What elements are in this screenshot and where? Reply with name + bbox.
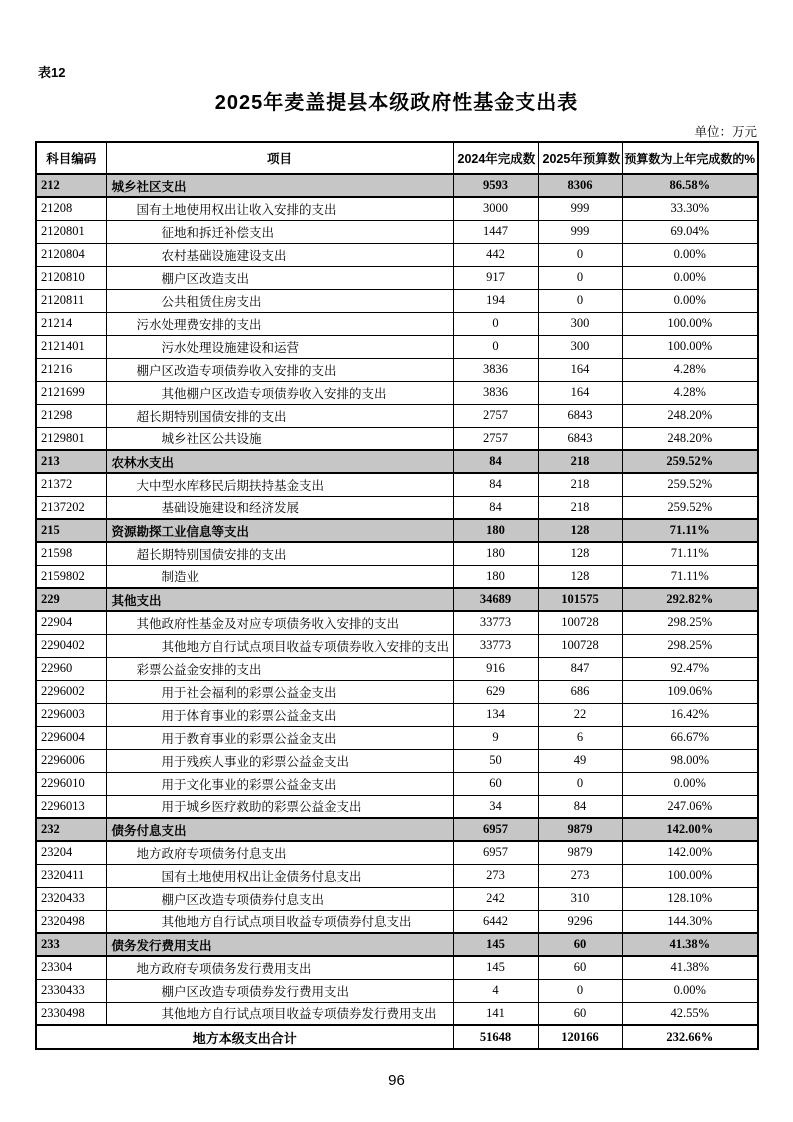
item-cell: 地方政府专项债务付息支出 [106,841,453,864]
percent-cell: 100.00% [622,335,758,358]
value-2025-cell: 0 [538,772,622,795]
item-cell: 其他棚户区改造专项债券收入安排的支出 [106,381,453,404]
table-row [36,795,758,818]
percent-cell: 33.30% [622,197,758,220]
code-cell: 21216 [36,358,106,381]
item-cell: 其他地方自行试点项目收益专项债券付息支出 [106,910,453,933]
value-2024-cell: 50 [453,749,538,772]
percent-cell: 0.00% [622,772,758,795]
value-2024-cell: 3836 [453,358,538,381]
value-2025-cell: 128 [538,542,622,565]
value-2025-cell: 60 [538,1002,622,1025]
value-2025-cell: 128 [538,519,622,542]
percent-cell: 41.38% [622,956,758,979]
table-row [36,565,758,588]
value-2024-cell: 4 [453,979,538,1002]
item-cell: 农村基础设施建设支出 [106,243,453,266]
code-cell: 2296002 [36,680,106,703]
percent-cell: 259.52% [622,450,758,473]
value-2025-cell: 999 [538,220,622,243]
item-cell: 彩票公益金安排的支出 [106,657,453,680]
table-row [36,703,758,726]
code-cell: 22904 [36,611,106,634]
table-row [36,381,758,404]
percent-cell: 109.06% [622,680,758,703]
code-cell: 2120810 [36,266,106,289]
value-2024-cell: 145 [453,956,538,979]
value-2024-cell: 194 [453,289,538,312]
code-cell: 23204 [36,841,106,864]
percent-cell: 144.30% [622,910,758,933]
page-title: 2025年麦盖提县本级政府性基金支出表 [214,92,579,114]
item-cell: 用于残疾人事业的彩票公益金支出 [106,749,453,772]
item-cell: 用于城乡医疗救助的彩票公益金支出 [106,795,453,818]
value-2024-cell: 0 [453,312,538,335]
code-cell: 2120811 [36,289,106,312]
value-2024-cell: 9 [453,726,538,749]
value-2024-cell: 6957 [453,818,538,841]
table-row [36,473,758,496]
value-2025-cell: 60 [538,956,622,979]
item-cell: 地方政府专项债务发行费用支出 [106,956,453,979]
table-row [36,358,758,381]
value-2024-cell: 1447 [453,220,538,243]
value-2025-cell: 218 [538,473,622,496]
value-2025-cell: 9879 [538,818,622,841]
percent-cell: 298.25% [622,634,758,657]
value-2024-cell: 442 [453,243,538,266]
item-cell: 超长期特别国债安排的支出 [106,404,453,427]
value-2024-cell: 242 [453,887,538,910]
percent-cell: 71.11% [622,519,758,542]
value-2024-cell: 33773 [453,634,538,657]
item-cell: 公共租赁住房支出 [106,289,453,312]
percent-cell: 259.52% [622,473,758,496]
item-cell: 棚户区改造专项债券收入安排的支出 [106,358,453,381]
table-row [36,772,758,795]
value-2024-cell: 180 [453,565,538,588]
page-number: 96 [388,1072,405,1089]
header-row [36,142,758,174]
table-row [36,335,758,358]
code-cell: 2121401 [36,335,106,358]
section-row [36,933,758,956]
value-2025-cell: 101575 [538,588,622,611]
value-2024-cell: 6957 [453,841,538,864]
value-2025-cell: 218 [538,450,622,473]
percent-cell: 71.11% [622,565,758,588]
table-row [36,220,758,243]
code-cell: 2129801 [36,427,106,450]
value-2025-cell: 218 [538,496,622,519]
code-cell: 2120801 [36,220,106,243]
percent-cell: 0.00% [622,289,758,312]
value-2024-cell: 34689 [453,588,538,611]
value-2025-cell: 84 [538,795,622,818]
value-2024-cell: 916 [453,657,538,680]
item-cell: 城乡社区公共设施 [106,427,453,450]
value-2025-cell: 0 [538,979,622,1002]
table-row [36,680,758,703]
value-2025-cell: 300 [538,335,622,358]
item-cell: 城乡社区支出 [106,174,453,197]
item-cell: 大中型水库移民后期扶持基金支出 [106,473,453,496]
percent-cell: 0.00% [622,243,758,266]
percent-cell: 128.10% [622,887,758,910]
value-2024-cell: 84 [453,496,538,519]
item-cell: 基础设施建设和经济发展 [106,496,453,519]
value-2024-cell: 84 [453,450,538,473]
value-2025-cell: 999 [538,197,622,220]
code-cell: 22960 [36,657,106,680]
value-2025-cell: 6843 [538,404,622,427]
fund-expenditure-table [35,141,759,1050]
percent-cell: 142.00% [622,841,758,864]
value-2024-cell: 2757 [453,427,538,450]
code-cell: 23304 [36,956,106,979]
column-header-percent: 预算数为上年完成数的% [622,142,758,174]
item-cell: 用于体育事业的彩票公益金支出 [106,703,453,726]
percent-cell: 298.25% [622,611,758,634]
code-cell: 2330498 [36,1002,106,1025]
item-cell: 污水处理设施建设和运营 [106,335,453,358]
item-cell: 其他地方自行试点项目收益专项债券收入安排的支出 [106,634,453,657]
percent-cell: 16.42% [622,703,758,726]
value-2024-cell: 33773 [453,611,538,634]
table-row [36,910,758,933]
code-cell: 229 [36,588,106,611]
table-row [36,289,758,312]
percent-cell: 248.20% [622,404,758,427]
item-cell: 污水处理费安排的支出 [106,312,453,335]
column-header-code: 科目编码 [36,142,106,174]
item-cell: 制造业 [106,565,453,588]
value-2024-cell: 134 [453,703,538,726]
value-2025-cell: 0 [538,289,622,312]
percent-cell: 248.20% [622,427,758,450]
code-cell: 2296013 [36,795,106,818]
value-2024-cell: 6442 [453,910,538,933]
percent-cell: 41.38% [622,933,758,956]
table-row [36,611,758,634]
code-cell: 21372 [36,473,106,496]
value-2025-cell: 22 [538,703,622,726]
percent-cell: 0.00% [622,979,758,1002]
value-2024-cell: 84 [453,473,538,496]
code-cell: 213 [36,450,106,473]
table-row [36,749,758,772]
percent-cell: 100.00% [622,864,758,887]
code-cell: 21598 [36,542,106,565]
item-cell: 超长期特别国债安排的支出 [106,542,453,565]
column-header-2025: 2025年预算数 [538,142,622,174]
total-row [36,1025,758,1049]
table-row [36,427,758,450]
item-cell: 征地和拆迁补偿支出 [106,220,453,243]
code-cell: 21208 [36,197,106,220]
item-cell: 棚户区改造专项债券付息支出 [106,887,453,910]
table-row [36,634,758,657]
value-2025-cell: 8306 [538,174,622,197]
code-cell: 2330433 [36,979,106,1002]
item-cell: 债务付息支出 [106,818,453,841]
section-row [36,588,758,611]
percent-cell: 0.00% [622,266,758,289]
item-cell: 国有土地使用权出让收入安排的支出 [106,197,453,220]
table-row [36,1002,758,1025]
value-2024-cell: 60 [453,772,538,795]
code-cell: 212 [36,174,106,197]
unit-label: 单位：万元 [694,125,757,139]
value-2024-cell: 180 [453,542,538,565]
code-cell: 232 [36,818,106,841]
table-tag: 表12 [38,65,66,80]
code-cell: 233 [36,933,106,956]
total-2024-cell: 51648 [453,1025,538,1049]
code-cell: 2320498 [36,910,106,933]
item-cell: 资源勘探工业信息等支出 [106,519,453,542]
table-row [36,404,758,427]
code-cell: 2320411 [36,864,106,887]
item-cell: 农林水支出 [106,450,453,473]
item-cell: 棚户区改造专项债券发行费用支出 [106,979,453,1002]
value-2025-cell: 128 [538,565,622,588]
column-header-2024: 2024年完成数 [453,142,538,174]
value-2024-cell: 145 [453,933,538,956]
total-percent-cell: 232.66% [622,1025,758,1049]
value-2025-cell: 273 [538,864,622,887]
code-cell: 2159802 [36,565,106,588]
table-body [36,174,758,1049]
value-2024-cell: 2757 [453,404,538,427]
item-cell: 用于教育事业的彩票公益金支出 [106,726,453,749]
value-2025-cell: 49 [538,749,622,772]
value-2025-cell: 0 [538,266,622,289]
percent-cell: 92.47% [622,657,758,680]
table-header [36,142,758,174]
table-row [36,887,758,910]
value-2025-cell: 6843 [538,427,622,450]
section-row [36,519,758,542]
code-cell: 21214 [36,312,106,335]
value-2025-cell: 310 [538,887,622,910]
table-row [36,243,758,266]
table-row [36,657,758,680]
percent-cell: 86.58% [622,174,758,197]
total-2025-cell: 120166 [538,1025,622,1049]
code-cell: 2296004 [36,726,106,749]
value-2025-cell: 100728 [538,611,622,634]
value-2025-cell: 300 [538,312,622,335]
item-cell: 其他地方自行试点项目收益专项债券发行费用支出 [106,1002,453,1025]
table-row [36,542,758,565]
percent-cell: 4.28% [622,358,758,381]
item-cell: 国有土地使用权出让金债务付息支出 [106,864,453,887]
code-cell: 2320433 [36,887,106,910]
value-2025-cell: 9296 [538,910,622,933]
code-cell: 2120804 [36,243,106,266]
code-cell: 2121699 [36,381,106,404]
value-2024-cell: 9593 [453,174,538,197]
item-cell: 用于社会福利的彩票公益金支出 [106,680,453,703]
item-cell: 棚户区改造支出 [106,266,453,289]
item-cell: 其他支出 [106,588,453,611]
table-row [36,956,758,979]
table-row [36,312,758,335]
percent-cell: 259.52% [622,496,758,519]
table-row [36,864,758,887]
table-row [36,841,758,864]
value-2025-cell: 60 [538,933,622,956]
value-2025-cell: 164 [538,381,622,404]
percent-cell: 142.00% [622,818,758,841]
value-2025-cell: 6 [538,726,622,749]
percent-cell: 100.00% [622,312,758,335]
percent-cell: 247.06% [622,795,758,818]
code-cell: 2296006 [36,749,106,772]
item-cell: 债务发行费用支出 [106,933,453,956]
percent-cell: 42.55% [622,1002,758,1025]
value-2025-cell: 847 [538,657,622,680]
percent-cell: 71.11% [622,542,758,565]
code-cell: 2137202 [36,496,106,519]
percent-cell: 4.28% [622,381,758,404]
percent-cell: 98.00% [622,749,758,772]
table-row [36,496,758,519]
value-2024-cell: 34 [453,795,538,818]
value-2024-cell: 141 [453,1002,538,1025]
value-2025-cell: 100728 [538,634,622,657]
table-row [36,726,758,749]
code-cell: 215 [36,519,106,542]
code-cell: 2296010 [36,772,106,795]
table-row [36,266,758,289]
table-row [36,979,758,1002]
value-2024-cell: 3836 [453,381,538,404]
value-2024-cell: 629 [453,680,538,703]
value-2025-cell: 164 [538,358,622,381]
column-header-item: 项目 [106,142,453,174]
value-2025-cell: 0 [538,243,622,266]
item-cell: 其他政府性基金及对应专项债务收入安排的支出 [106,611,453,634]
value-2025-cell: 686 [538,680,622,703]
table-row [36,197,758,220]
value-2025-cell: 9879 [538,841,622,864]
section-row [36,818,758,841]
value-2024-cell: 0 [453,335,538,358]
code-cell: 2290402 [36,634,106,657]
value-2024-cell: 273 [453,864,538,887]
item-cell: 用于文化事业的彩票公益金支出 [106,772,453,795]
percent-cell: 69.04% [622,220,758,243]
value-2024-cell: 180 [453,519,538,542]
percent-cell: 292.82% [622,588,758,611]
code-cell: 21298 [36,404,106,427]
section-row [36,174,758,197]
section-row [36,450,758,473]
code-cell: 2296003 [36,703,106,726]
total-label-cell: 地方本级支出合计 [36,1025,453,1049]
percent-cell: 66.67% [622,726,758,749]
value-2024-cell: 917 [453,266,538,289]
value-2024-cell: 3000 [453,197,538,220]
